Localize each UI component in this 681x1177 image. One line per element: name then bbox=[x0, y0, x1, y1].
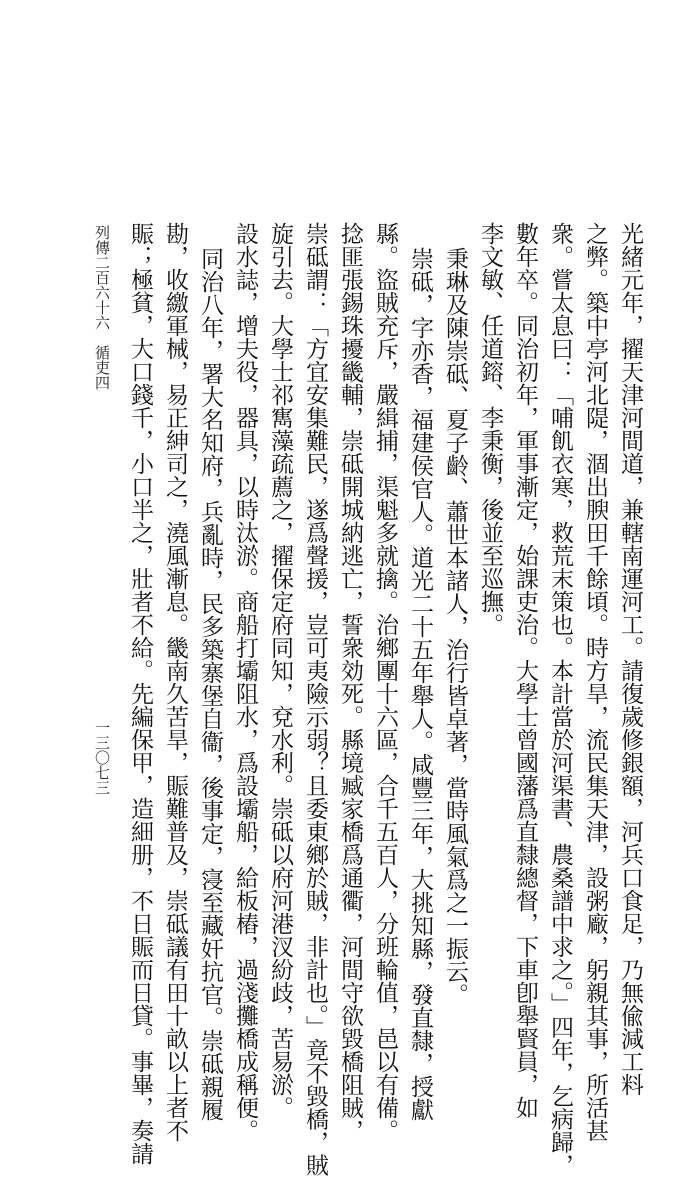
text-column: 旋引去。大學士祁寯藻疏薦之，擢保定府同知，兗水利。崇砥以府河港汊紛歧，苦易淤。 bbox=[267, 222, 293, 1119]
text-column: 勘，收繳軍械，易正紳司之，澆風漸息。畿南久苦旱，賑難普及，崇砥議有田十畝以上者不 bbox=[162, 222, 188, 1142]
text-column: 衆。嘗太息曰：「哺飢衣寒，救荒末策也。本計當於河渠書、農桑譜中求之。」四年，乞病歸， bbox=[547, 222, 573, 1177]
text-column: 崇砥謂：「方宜安集難民，遂爲聲援，豈可夷險示弱？且委東鄉於賊，非計也。」竟不毀橋，賊 bbox=[302, 222, 328, 1177]
text-column: 數年卒。同治初年，軍事漸定，始課吏治。大學士曾國藩爲直隸總督，下車卽舉賢員，如 bbox=[512, 222, 538, 1119]
text-column: 同治八年，署大名知府，兵亂時，民多築寨堡自衞，後事定，寖至藏奸抗官。崇砥親履 bbox=[197, 247, 223, 1121]
text-column: 設水誌，增夫役，器具，以時汰淤。商船打壩阻水，爲設壩船，給板樁，過淺攤橋成稱便。 bbox=[232, 222, 258, 1142]
text-column: 之弊。築中亭河北隄，涸出腴田千餘頃。時方旱，流民集天津，設粥廠，躬親其事，所活甚 bbox=[582, 222, 608, 1142]
text-column: 賑；極貧，大口錢千，小口半之，壯者不給。先編保甲，造細册，不日賑而日貸。事畢，奏請 bbox=[127, 222, 153, 1165]
text-column: 光緒元年，擢天津河間道，兼轄南運河工。請復歲修銀額，河兵口食足，乃無偸減工料 bbox=[617, 222, 643, 1096]
text-column: 崇砥，字亦香，福建侯官人。道光二十五年舉人。咸豐三年，大挑知縣，發直隸，授獻 bbox=[407, 247, 433, 1121]
text-column: 李文敏、任道鎔、李秉衡，後並至巡撫。 bbox=[477, 222, 503, 636]
running-head: 列傳二百六十六 循吏四 bbox=[93, 225, 111, 390]
text-column: 縣。盜賊充斥，嚴緝捕，渠魁多就擒。治鄉團十六區，合千五百人，分班輪值，邑以有備。 bbox=[372, 222, 398, 1142]
page-number: 一三〇七三 bbox=[93, 720, 111, 795]
text-column: 秉琳及陳崇砥、夏子齡、蕭世本諸人，治行皆卓著，當時風氣爲之一振云。 bbox=[442, 247, 468, 1006]
text-column: 捻匪張錫珠擾畿輔，崇砥開城納逃亡，誓衆効死。縣境臧家橋爲通衢，河間守欲毀橋阻賊， bbox=[337, 222, 363, 1142]
